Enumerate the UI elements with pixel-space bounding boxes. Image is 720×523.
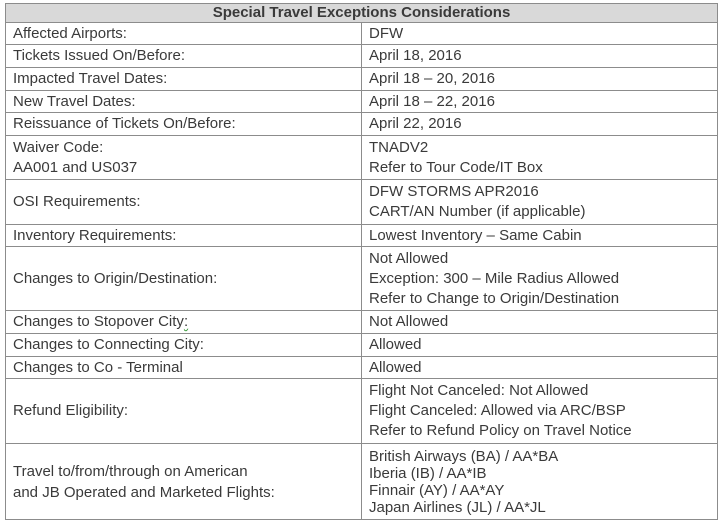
table-header-row xyxy=(6,4,718,23)
table-row xyxy=(6,136,718,180)
row-label: Refund Eligibility: xyxy=(6,379,362,444)
spellcheck-mark: : xyxy=(183,313,189,330)
row-label: Waiver Code: AA001 and US037 xyxy=(6,136,362,180)
table-row xyxy=(6,379,718,444)
table-row xyxy=(6,113,718,136)
row-value: Allowed xyxy=(362,334,718,357)
row-label: Reissuance of Tickets On/Before: xyxy=(6,113,362,136)
row-value: DFW STORMS APR2016 CART/AN Number (if applicable) xyxy=(362,180,718,225)
row-value: TNADV2 Refer to Tour Code/IT Box xyxy=(362,136,718,180)
row-label: Travel to/from/through on American and JB Operated and Marketed Flights: xyxy=(6,444,362,520)
table-row xyxy=(6,91,718,113)
row-value: April 18 – 20, 2016 xyxy=(362,68,718,91)
table-row xyxy=(6,225,718,247)
table-row xyxy=(6,23,718,45)
row-value: April 18, 2016 xyxy=(362,45,718,68)
row-label: Inventory Requirements: xyxy=(6,225,362,247)
row-label: Changes to Stopover City: xyxy=(6,311,362,334)
row-value: Lowest Inventory – Same Cabin xyxy=(362,225,718,247)
table-title: Special Travel Exceptions Considerations xyxy=(6,4,718,23)
table-row xyxy=(6,444,718,520)
table-row xyxy=(6,247,718,311)
table-row xyxy=(6,311,718,334)
row-label: New Travel Dates: xyxy=(6,91,362,113)
row-value: Not Allowed xyxy=(362,311,718,334)
exceptions-table xyxy=(5,3,718,520)
table-row xyxy=(6,68,718,91)
row-value: Flight Not Canceled: Not Allowed Flight Canceled: Allowed via ARC/BSP Refer to Refund Policy on Travel Notice xyxy=(362,379,718,444)
table-row xyxy=(6,180,718,225)
row-label: Changes to Co - Terminal xyxy=(6,357,362,379)
table-row xyxy=(6,334,718,357)
row-label: Changes to Origin/Destination: xyxy=(6,247,362,311)
row-label: Impacted Travel Dates: xyxy=(6,68,362,91)
table-row xyxy=(6,357,718,379)
row-value: Not Allowed Exception: 300 – Mile Radius Allowed Refer to Change to Origin/Destination xyxy=(362,247,718,311)
row-value: April 18 – 22, 2016 xyxy=(362,91,718,113)
table-row xyxy=(6,45,718,68)
row-value: British Airways (BA) / AA*BA Iberia (IB) / AA*IB Finnair (AY) / AA*AY Japan Airlines (JL) / AA*JL xyxy=(362,444,718,520)
row-value: Allowed xyxy=(362,357,718,379)
row-value: April 22, 2016 xyxy=(362,113,718,136)
row-value: DFW xyxy=(362,23,718,45)
row-label: OSI Requirements: xyxy=(6,180,362,225)
row-label: Tickets Issued On/Before: xyxy=(6,45,362,68)
row-label: Changes to Connecting City: xyxy=(6,334,362,357)
row-label: Affected Airports: xyxy=(6,23,362,45)
